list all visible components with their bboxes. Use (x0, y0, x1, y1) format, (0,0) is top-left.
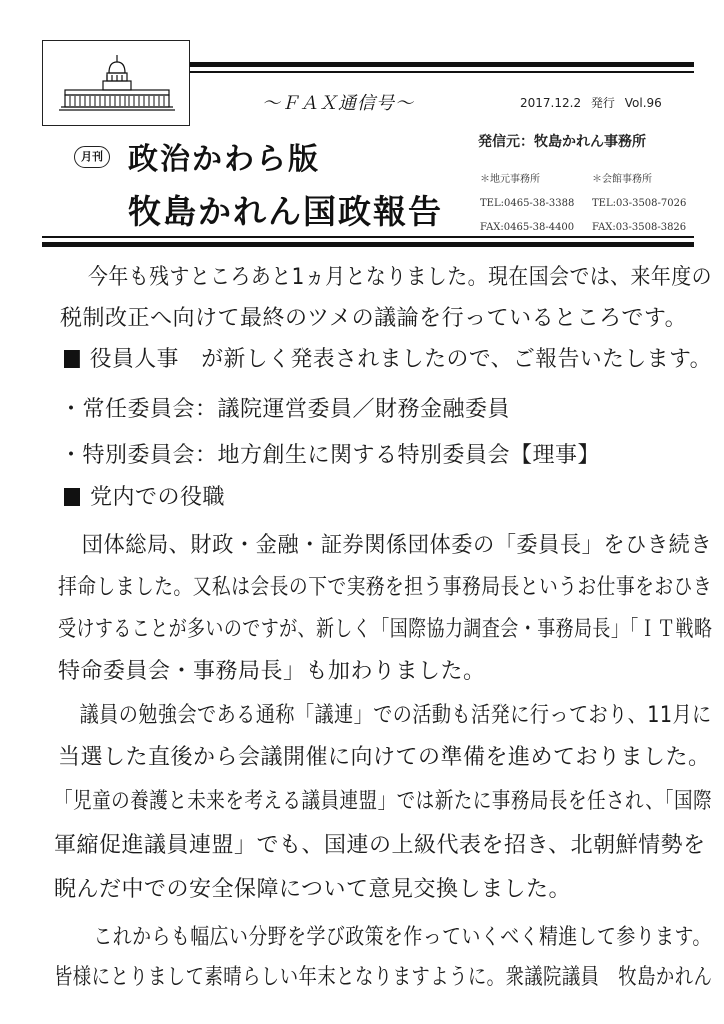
section-heading-officers: 役員人事 が新しく発表されましたので、ご報告いたします。 (89, 347, 712, 372)
body-line (64, 342, 712, 373)
body-line: 睨んだ中での安全保障について意見交換しました。 (54, 877, 572, 902)
title-line-2: 牧島かれん国政報告 (128, 192, 443, 231)
diet-office-fax: FAX:03-3508-3826 (592, 222, 687, 233)
body-line: 受けすることが多いのですが、新しく「国際協力調査会・事務局長」「ＩＴ戦略 (58, 617, 713, 642)
body-line: ・特別委員会：地方創生に関する特別委員会【理事】 (60, 443, 601, 468)
diet-office (592, 168, 686, 240)
diet-building-icon (57, 53, 177, 115)
body-line: 「児童の養護と未来を考える議員連盟」では新たに事務局長を任され、「国際 (54, 789, 713, 814)
header-bottom-rule-thick (42, 242, 694, 247)
header-top-rule-thick (190, 62, 694, 67)
section-heading-party: 党内での役職 (90, 485, 226, 510)
body-line: 税制改正へ向けて最終のツメの議論を行っているところです。 (60, 306, 688, 331)
section-marker-square (64, 488, 80, 506)
sender: 発信元：牧島かれん事務所 (478, 134, 646, 150)
issue-label: 発行 (590, 96, 615, 110)
local-office-tel: TEL:0465-38-3388 (480, 198, 575, 209)
section-marker-square (64, 350, 80, 368)
local-office-name: ＊地元事務所 (480, 174, 540, 185)
body-line: 今年も残すところあと1ヵ月となりました。現在国会では、来年度の (88, 265, 712, 290)
diet-office-name: ＊会館事務所 (592, 174, 652, 185)
local-office (480, 168, 574, 240)
title-line-1: 政治かわら版 (128, 142, 320, 177)
header-bottom-rule-thin (42, 236, 694, 238)
issue-line (520, 94, 668, 111)
body-line: 当選した直後から会議開催に向けての準備を進めておりました。 (58, 745, 711, 770)
body-line (64, 480, 225, 511)
body-line: 皆様にとりまして素晴らしい年末となりますように。衆議院議員 牧島かれん (54, 965, 713, 990)
body-line: 拝命しました。又私は会長の下で実務を担う事務局長というお仕事をおひき (58, 575, 713, 600)
fax-title: ～ＦＡＸ通信号～ (262, 93, 414, 114)
body-line: 軍縮促進議員連盟」でも、国連の上級代表を招き、北朝鮮情勢を (54, 833, 706, 858)
body-line: 特命委員会・事務局長」も加わりました。 (58, 659, 486, 684)
issue-date: 2017.12.2 (520, 96, 582, 110)
body-line: 団体総局、財政・金融・証券関係団体委の「委員長」をひき続き (60, 533, 713, 558)
issue-volume: Vol.96 (624, 96, 662, 110)
body-line: 議員の勉強会である通称「議連」での活動も活発に行っており、11月に (60, 703, 712, 728)
local-office-fax: FAX:0465-38-4400 (480, 222, 575, 233)
logo-box (42, 40, 190, 126)
diet-office-tel: TEL:03-3508-7026 (592, 198, 687, 209)
body-line: これからも幅広い分野を学び政策を作っていくべく精進して参ります。 (74, 925, 712, 950)
monthly-badge: 月刊 (74, 146, 110, 168)
body-line: ・常任委員会：議院運営委員／財務金融委員 (60, 397, 511, 422)
header-top-rule-thin (190, 71, 694, 73)
